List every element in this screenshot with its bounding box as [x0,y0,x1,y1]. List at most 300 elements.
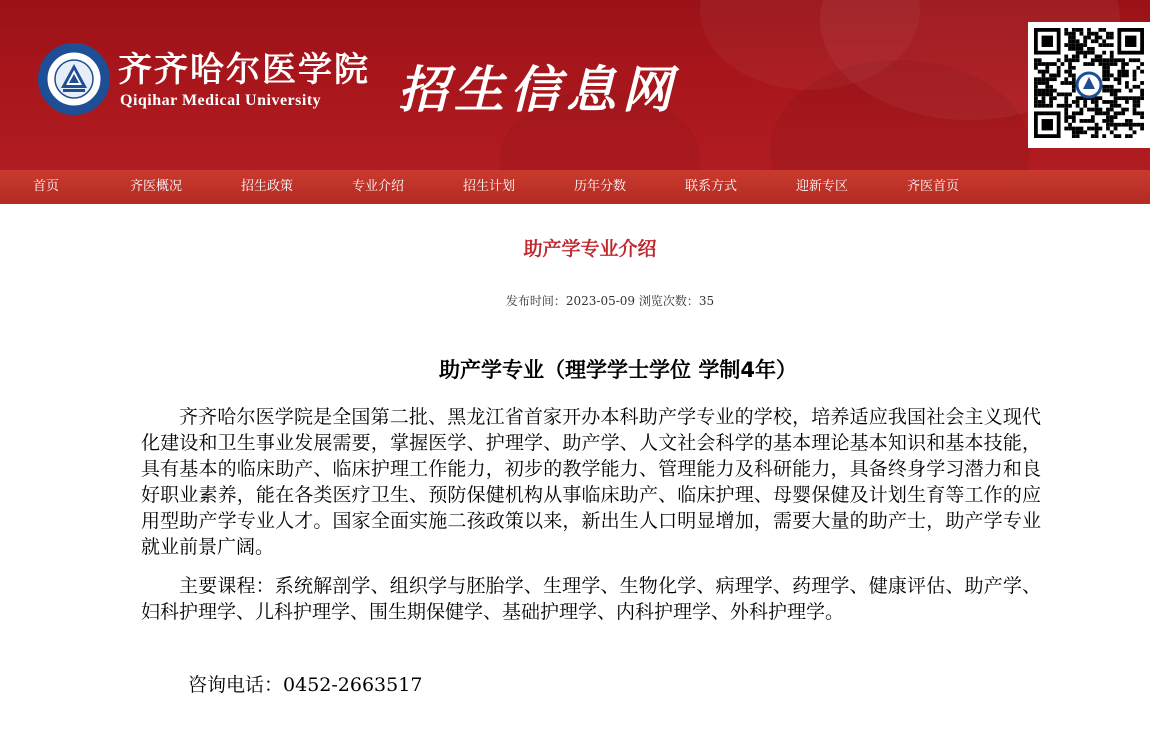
qr-module [1110,115,1114,119]
qr-module [1076,104,1080,108]
qr-module [1072,43,1076,47]
qr-module [1106,100,1110,104]
qr-module [1049,77,1053,81]
qr-module [1083,100,1087,104]
qr-module [1110,55,1114,59]
qr-module [1106,43,1110,47]
qr-module [1042,100,1046,104]
qr-module [1064,108,1068,112]
qr-module [1095,32,1099,36]
qr-module [1053,62,1057,66]
university-name-cn: 齐齐哈尔医学院 [118,50,370,90]
qr-module [1064,70,1068,74]
qr-module [1083,43,1087,47]
qr-module [1042,104,1046,108]
qr-module [1106,111,1110,115]
qr-module [1068,47,1072,51]
qr-module [1045,85,1049,89]
qr-module [1064,92,1068,96]
qr-module [1034,85,1038,89]
qr-module [1136,111,1140,115]
qr-module [1049,74,1053,78]
qr-module [1068,39,1072,43]
qr-module [1068,81,1072,85]
qr-module [1121,96,1125,100]
qr-module [1140,70,1144,74]
qr-module [1129,127,1133,131]
qr-module [1091,119,1095,123]
qr-module [1110,89,1114,93]
qr-module [1106,62,1110,66]
qr-module [1114,127,1118,131]
qr-module [1136,96,1140,100]
qr-module [1095,127,1099,131]
qr-module [1095,123,1099,127]
qr-module [1068,62,1072,66]
qr-module [1106,32,1110,36]
qr-module [1098,55,1102,59]
qr-module [1102,70,1106,74]
qr-module [1076,127,1080,131]
nav-item-school-home[interactable]: 齐医首页 [907,179,960,194]
qr-module [1076,96,1080,100]
qr-module [1083,130,1087,134]
qr-module [1133,77,1137,81]
qr-module [1064,104,1068,108]
qr-module [1038,77,1042,81]
content-heading: 助产学专业（理学学士学位 学制4年） [439,358,797,382]
qr-module [1098,108,1102,112]
qr-module [1133,58,1137,62]
qr-module [1072,89,1076,93]
qr-module [1091,62,1095,66]
qr-module [1091,32,1095,36]
qr-module [1106,77,1110,81]
qr-module [1045,62,1049,66]
qr-module [1125,74,1129,78]
qr-module [1061,92,1065,96]
qr-module [1057,74,1061,78]
qr-module [1091,58,1095,62]
qr-module [1072,55,1076,59]
qr-module [1034,89,1038,93]
qr-module [1068,36,1072,40]
qr-module [1087,127,1091,131]
qr-module [1080,32,1084,36]
qr-module [1072,134,1076,138]
qr-module [1049,89,1053,93]
qr-module [1042,96,1046,100]
qr-module [1106,70,1110,74]
nav-item-policy[interactable]: 招生政策 [241,179,294,194]
qr-module [1110,32,1114,36]
qr-module [1038,89,1042,93]
qr-module [1140,96,1144,100]
qr-module [1114,58,1118,62]
qr-module [1110,119,1114,123]
qr-module [1064,28,1068,32]
qr-module [1061,62,1065,66]
qr-module [1125,81,1129,85]
qr-module [1114,123,1118,127]
nav-item-freshmen[interactable]: 迎新专区 [796,179,849,194]
qr-module [1117,96,1121,100]
qr-module [1057,104,1061,108]
qr-module [1133,74,1137,78]
qr-module [1042,89,1046,93]
qr-module [1061,104,1065,108]
qr-module [1080,43,1084,47]
qr-module [1061,81,1065,85]
qr-module [1072,66,1076,70]
qr-module [1091,108,1095,112]
qr-module [1106,115,1110,119]
qr-module [1117,77,1121,81]
qr-module [1045,89,1049,93]
qr-module [1133,100,1137,104]
qr-module [1045,81,1049,85]
qr-module [1106,58,1110,62]
qr-module [1064,127,1068,131]
qr-module [1102,39,1106,43]
qr-module [1102,77,1106,81]
intro-paragraph: 齐齐哈尔医学院是全国第二批、黑龙江省首家开办本科助产学专业的学校，培养适应我国社会主义现代化建设和卫生事业发展需要，掌握医学、护理学、助产学、人文社会科学的基本理论基本知识和基本技能，具有基本的临床助产、临床护理工作能力，初步的教学能力、管理能力及科研能力，具备终身学习潜力和良好职业素养，能在各类医疗卫生、预防保健机构从事临床助产、临床护理、母婴保健及计划生育等工作的应用型助产学专业人才。国家全面实施二孩政策以来，新出生人口明显增加，需要大量的助产士，助产学专业就业前景广阔。 [141,406,1041,558]
qr-module [1064,55,1068,59]
qr-module [1064,115,1068,119]
qr-module [1091,51,1095,55]
qr-module [1091,115,1095,119]
qr-module [1133,123,1137,127]
qr-module [1034,81,1038,85]
qr-module [1072,28,1076,32]
qr-module [1098,58,1102,62]
qr-module [1095,104,1099,108]
qr-module [1125,62,1129,66]
qr-module [1080,108,1084,112]
qr-module [1117,134,1121,138]
qr-module [1114,104,1118,108]
qr-module [1064,32,1068,36]
qr-module [1087,28,1091,32]
qr-module [1114,62,1118,66]
qr-module [1057,70,1061,74]
qr-module [1114,77,1118,81]
qr-module [1136,104,1140,108]
article-meta: 发布时间：2023-05-09 浏览次数：35 [505,294,715,308]
qr-module [1087,36,1091,40]
qr-module [1053,89,1057,93]
courses-paragraph: 主要课程：系统解剖学、组织学与胚胎学、生理学、生物化学、病理学、药理学、健康评估、助产学、妇科护理学、儿科护理学、围生期保健学、基础护理学、内科护理学、外科护理学。 [141,575,1041,623]
qr-module [1087,47,1091,51]
nav-item-contact[interactable]: 联系方式 [685,179,738,194]
qr-module [1098,96,1102,100]
qr-module [1042,92,1046,96]
qr-module [1076,28,1080,32]
qr-module [1106,127,1110,131]
qr-module [1072,115,1076,119]
qr-module [1133,104,1137,108]
qr-module [1125,70,1129,74]
university-seal-icon[interactable] [38,43,110,115]
qr-module [1091,127,1095,131]
qr-module [1072,111,1076,115]
qr-module [1098,62,1102,66]
qr-module [1064,119,1068,123]
qr-module [1072,130,1076,134]
nav-item-home[interactable]: 首页 [33,179,60,194]
qr-module [1091,47,1095,51]
qr-module [1038,100,1042,104]
qr-module [1121,58,1125,62]
qr-module [1076,39,1080,43]
qr-module [1068,74,1072,78]
qr-module [1076,47,1080,51]
qr-module [1080,127,1084,131]
qr-code-icon [1028,22,1150,148]
qr-module [1076,43,1080,47]
qr-module [1045,77,1049,81]
qr-module [1102,51,1106,55]
qr-module [1045,70,1049,74]
qr-module [1125,119,1129,123]
phone-number: 0452-2663517 [283,674,423,696]
qr-module [1121,123,1125,127]
consult-phone [188,670,422,697]
nav-item-scores[interactable]: 历年分数 [574,179,627,194]
qr-module [1125,100,1129,104]
qr-module [1034,58,1038,62]
main-nav [0,170,1150,204]
qr-module [1072,77,1076,81]
qr-module [1083,39,1087,43]
qr-module [1102,85,1106,89]
qr-finder [1125,36,1136,47]
qr-module [1106,123,1110,127]
qr-module [1106,36,1110,40]
qr-module [1129,123,1133,127]
qr-module [1064,96,1068,100]
qr-module [1102,100,1106,104]
qr-code-graphic [1034,28,1144,142]
qr-module [1121,62,1125,66]
qr-module [1140,92,1144,96]
qr-module [1053,74,1057,78]
qr-module [1129,96,1133,100]
university-name-en: Qiqihar Medical University [120,92,322,109]
qr-module [1087,62,1091,66]
qr-module [1121,66,1125,70]
qr-module [1049,104,1053,108]
qr-module [1106,66,1110,70]
qr-module [1136,66,1140,70]
qr-module [1102,58,1106,62]
qr-module [1102,111,1106,115]
qr-module [1110,58,1114,62]
qr-module [1076,55,1080,59]
qr-module [1083,36,1087,40]
qr-module [1057,58,1061,62]
nav-item-majors[interactable]: 专业介绍 [352,179,405,194]
qr-module [1110,43,1114,47]
qr-module [1110,123,1114,127]
qr-module [1087,119,1091,123]
qr-module [1125,134,1129,138]
qr-module [1106,85,1110,89]
qr-module [1042,77,1046,81]
qr-module [1110,92,1114,96]
qr-module [1106,108,1110,112]
qr-module [1053,96,1057,100]
qr-module [1114,92,1118,96]
qr-module [1110,104,1114,108]
qr-module [1042,62,1046,66]
qr-module [1068,127,1072,131]
qr-module [1095,111,1099,115]
qr-module [1117,58,1121,62]
qr-finder [1042,119,1053,130]
qr-module [1102,89,1106,93]
qr-module [1098,43,1102,47]
qr-module [1042,74,1046,78]
qr-module [1076,111,1080,115]
qr-module [1106,74,1110,78]
qr-module [1083,51,1087,55]
qr-module [1042,70,1046,74]
qr-module [1068,104,1072,108]
article-title: 助产学专业介绍 [523,238,657,260]
qr-module [1125,85,1129,89]
qr-module [1034,66,1038,70]
qr-module [1102,134,1106,138]
qr-module [1125,96,1129,100]
qr-module [1049,92,1053,96]
qr-module [1072,100,1076,104]
qr-module [1121,70,1125,74]
site-title: 招生信息网 [398,60,678,119]
qr-module [1133,130,1137,134]
qr-module [1080,119,1084,123]
qr-module [1072,85,1076,89]
qr-module [1045,66,1049,70]
qr-module [1068,92,1072,96]
qr-module [1068,70,1072,74]
qr-module [1117,104,1121,108]
qr-module [1110,85,1114,89]
qr-module [1129,58,1133,62]
qr-module [1038,104,1042,108]
qr-module [1095,55,1099,59]
qr-module [1087,108,1091,112]
qr-module [1034,96,1038,100]
qr-module [1117,123,1121,127]
qr-module [1083,62,1087,66]
qr-module [1072,32,1076,36]
qr-module [1064,81,1068,85]
qr-module [1133,108,1137,112]
qr-module [1080,51,1084,55]
qr-module [1140,62,1144,66]
qr-module [1072,39,1076,43]
qr-module [1045,92,1049,96]
qr-module [1038,70,1042,74]
header-banner [0,0,1150,170]
qr-module [1098,111,1102,115]
qr-module [1102,66,1106,70]
seal-graphic [41,46,107,112]
qr-module [1121,111,1125,115]
qr-module [1110,74,1114,78]
qr-module [1114,111,1118,115]
qr-module [1083,55,1087,59]
qr-module [1072,58,1076,62]
qr-module [1114,134,1118,138]
qr-module [1068,66,1072,70]
qr-module [1095,130,1099,134]
qr-module [1110,130,1114,134]
qr-module [1038,58,1042,62]
qr-module [1064,77,1068,81]
phone-label: 咨询电话： [188,674,284,696]
qr-module [1129,134,1133,138]
nav-item-overview[interactable]: 齐医概况 [130,179,183,194]
qr-module [1121,74,1125,78]
qr-module [1140,127,1144,131]
qr-module [1136,123,1140,127]
qr-module [1072,74,1076,78]
qr-module [1049,85,1053,89]
qr-module [1102,62,1106,66]
qr-module [1114,96,1118,100]
qr-module [1136,100,1140,104]
qr-module [1117,70,1121,74]
qr-module [1034,92,1038,96]
qr-module [1114,115,1118,119]
qr-module [1110,100,1114,104]
qr-module [1091,134,1095,138]
qr-module [1057,92,1061,96]
qr-module [1083,119,1087,123]
qr-module [1068,43,1072,47]
qr-module [1034,77,1038,81]
qr-module [1140,123,1144,127]
qr-module [1102,43,1106,47]
qr-module [1083,104,1087,108]
qr-module [1076,51,1080,55]
qr-module [1095,134,1099,138]
qr-module [1068,58,1072,62]
qr-module [1098,36,1102,40]
qr-module [1140,81,1144,85]
qr-module [1042,81,1046,85]
qr-module [1133,96,1137,100]
qr-module [1034,100,1038,104]
qr-module [1064,111,1068,115]
qr-module [1106,89,1110,93]
qr-module [1053,77,1057,81]
qr-module [1038,81,1042,85]
qr-module [1136,85,1140,89]
qr-module [1110,51,1114,55]
qr-module [1091,39,1095,43]
qr-module [1133,111,1137,115]
qr-module [1076,130,1080,134]
qr-module [1091,100,1095,104]
qr-module [1095,58,1099,62]
qr-module [1140,115,1144,119]
qr-module [1049,62,1053,66]
nav-item-plan[interactable]: 招生计划 [463,179,516,194]
qr-module [1068,115,1072,119]
